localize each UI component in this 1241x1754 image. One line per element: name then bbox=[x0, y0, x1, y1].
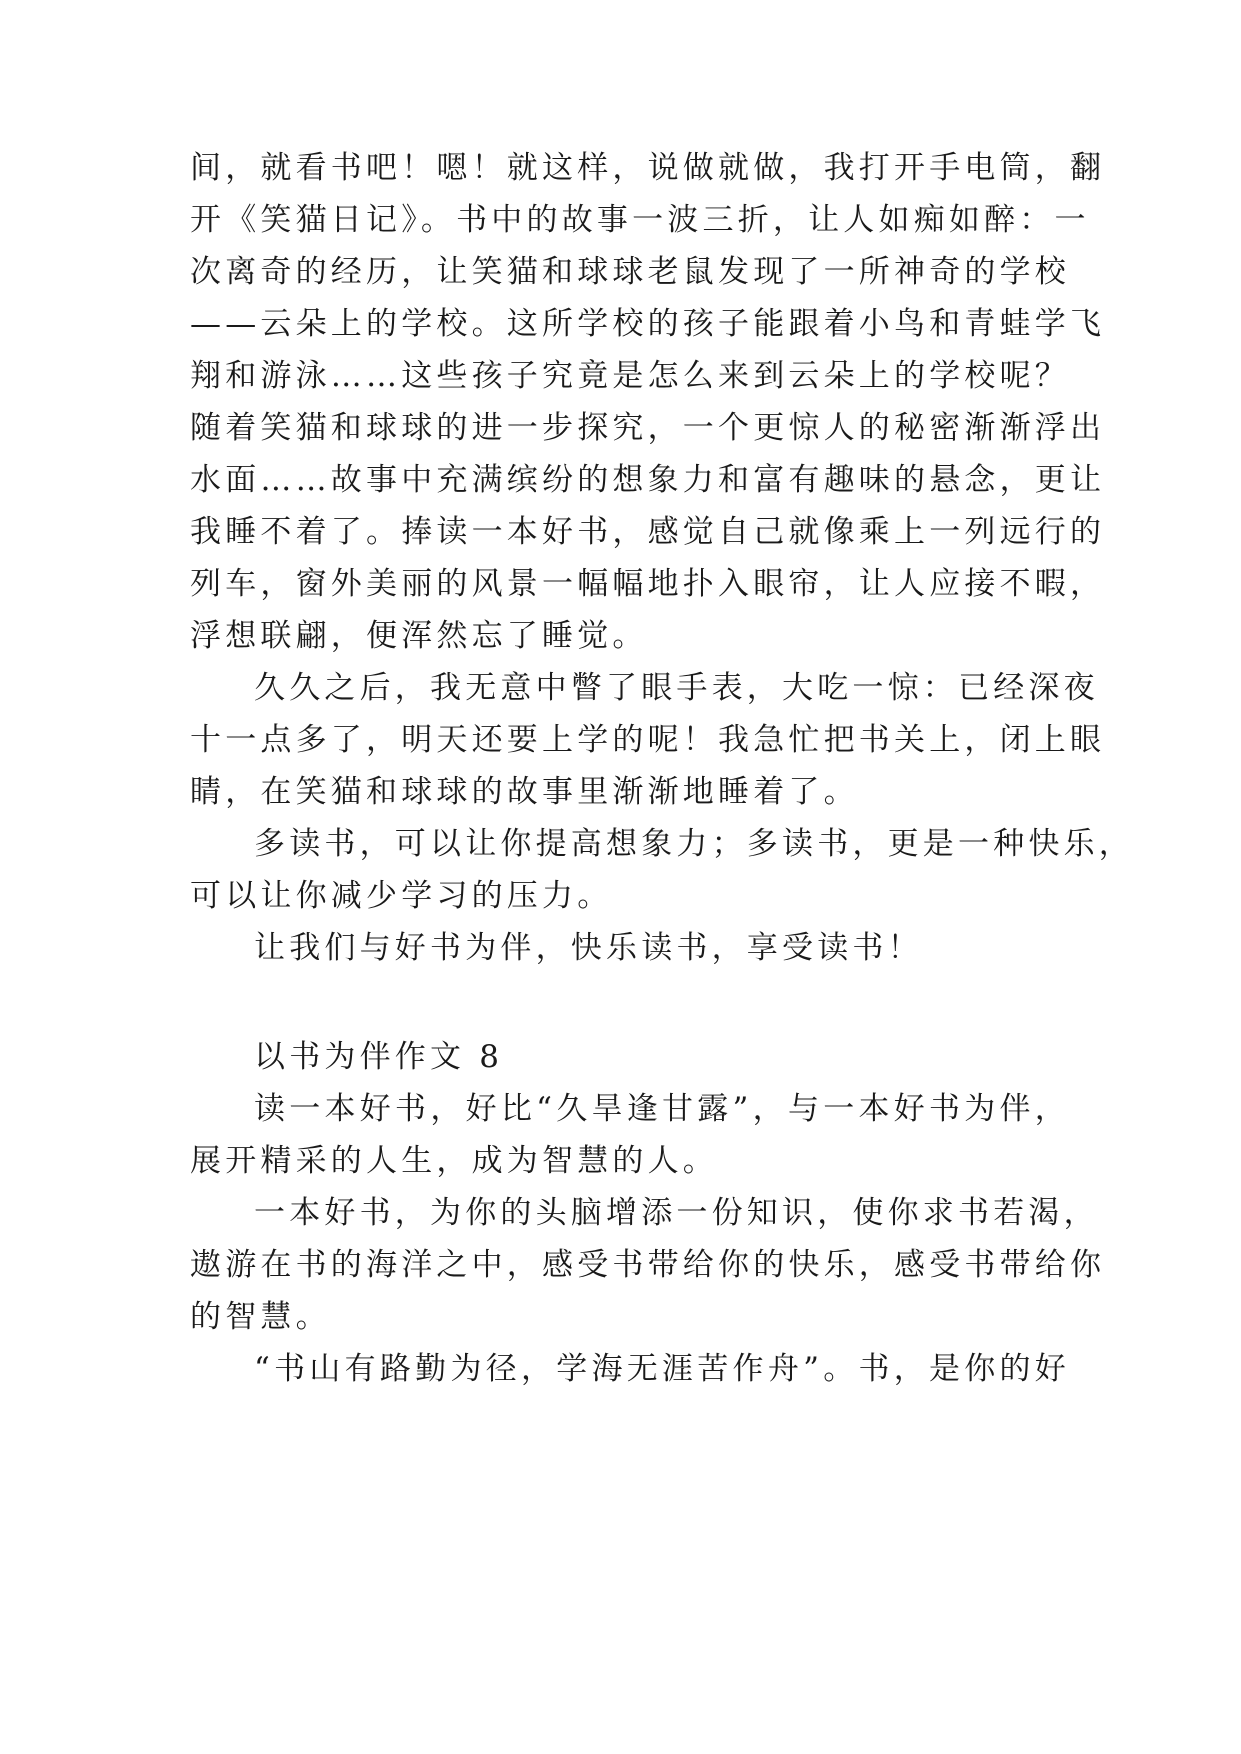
text-line: 水面……故事中充满缤纷的想象力和富有趣味的悬念，更让 bbox=[190, 462, 1106, 498]
text-line: 展开精采的人生，成为智慧的人。 bbox=[190, 1143, 718, 1179]
text-line: 列车，窗外美丽的风景一幅幅地扑入眼帘，让人应接不暇， bbox=[190, 566, 1106, 602]
paragraph-first-line: “书山有路勤为径，学海无涯苦作舟”。书，是你的好 bbox=[254, 1351, 1070, 1387]
text-line: 可以让你减少学习的压力。 bbox=[190, 878, 613, 914]
text-line: 翔和游泳……这些孩子究竟是怎么来到云朵上的学校呢？ bbox=[190, 358, 1070, 394]
text-line: 间，就看书吧！嗯！就这样，说做就做，我打开手电筒，翻 bbox=[190, 150, 1106, 186]
text-line: 随着笑猫和球球的进一步探究，一个更惊人的秘密渐渐浮出 bbox=[190, 410, 1106, 446]
text-line: 遨游在书的海洋之中，感受书带给你的快乐，感受书带给你 bbox=[190, 1247, 1106, 1283]
text-line: 开《笑猫日记》。书中的故事一波三折，让人如痴如醉：一 bbox=[190, 202, 1090, 238]
paragraph-first-line: 一本好书，为你的头脑增添一份知识，使你求书若渴， bbox=[254, 1195, 1099, 1231]
text-line: 的智慧。 bbox=[190, 1299, 331, 1335]
paragraph-first-line: 让我们与好书为伴，快乐读书，享受读书！ bbox=[254, 930, 923, 966]
paragraph-first-line: 久久之后，我无意中瞥了眼手表，大吃一惊：已经深夜 bbox=[254, 670, 1099, 706]
section-heading: 以书为伴作文 8 bbox=[254, 1039, 504, 1075]
text-line: ——云朵上的学校。这所学校的孩子能跟着小鸟和青蛙学飞 bbox=[190, 306, 1106, 342]
paragraph-first-line: 读一本好书，好比“久旱逢甘露”，与一本好书为伴， bbox=[254, 1091, 1070, 1127]
text-line: 十一点多了，明天还要上学的呢！我急忙把书关上，闭上眼 bbox=[190, 722, 1106, 758]
paragraph-first-line: 多读书，可以让你提高想象力；多读书，更是一种快乐， bbox=[254, 826, 1134, 862]
text-line: 睛，在笑猫和球球的故事里渐渐地睡着了。 bbox=[190, 774, 859, 810]
text-line: 我睡不着了。捧读一本好书，感觉自己就像乘上一列远行的 bbox=[190, 514, 1106, 550]
text-line: 次离奇的经历，让笑猫和球球老鼠发现了一所神奇的学校 bbox=[190, 254, 1070, 290]
text-line: 浮想联翩，便浑然忘了睡觉。 bbox=[190, 618, 648, 654]
